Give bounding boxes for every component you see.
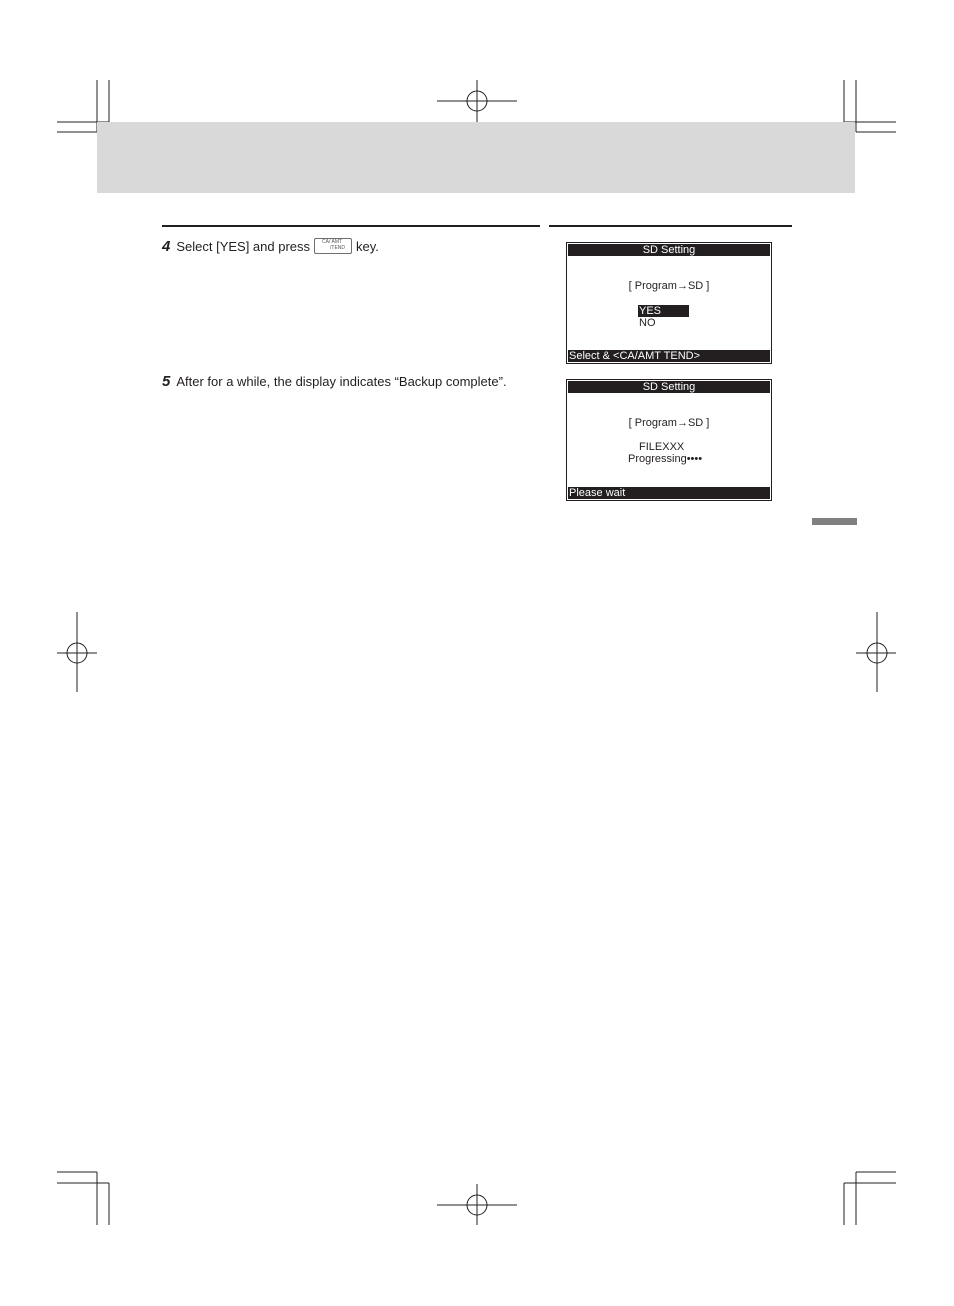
header-band (97, 122, 855, 193)
screen-subtitle: [ Program→SD ] (628, 417, 710, 429)
step-4 (162, 238, 379, 255)
lcd-screen-confirm (566, 242, 772, 364)
section-rule-left (162, 225, 540, 227)
step-number: 5 (162, 373, 171, 390)
screen-title: SD Setting (568, 381, 770, 393)
lcd-screen-progress (566, 379, 772, 501)
option-yes[interactable]: YES (638, 305, 689, 317)
ca-amt-tend-key-icon: CA/ AMT /TEND (314, 238, 352, 254)
screen-status: Please wait (568, 487, 770, 499)
step-text-after: key. (356, 239, 379, 254)
option-no[interactable]: NO (639, 317, 656, 329)
screen-title: SD Setting (568, 244, 770, 256)
step-number: 4 (162, 238, 171, 255)
thumb-index-tab (812, 518, 857, 525)
step-text: Select [YES] and press (176, 239, 311, 254)
screen-subtitle: [ Program→SD ] (628, 280, 710, 292)
step-5 (162, 374, 507, 390)
screen-status: Select & <CA/AMT TEND> (568, 350, 770, 362)
section-rule-right (549, 225, 792, 227)
progress-text: Progressing•••• (628, 453, 703, 465)
step-text: After for a while, the display indicates “Backup complete”. (176, 374, 507, 389)
file-name: FILEXXX (639, 441, 685, 453)
